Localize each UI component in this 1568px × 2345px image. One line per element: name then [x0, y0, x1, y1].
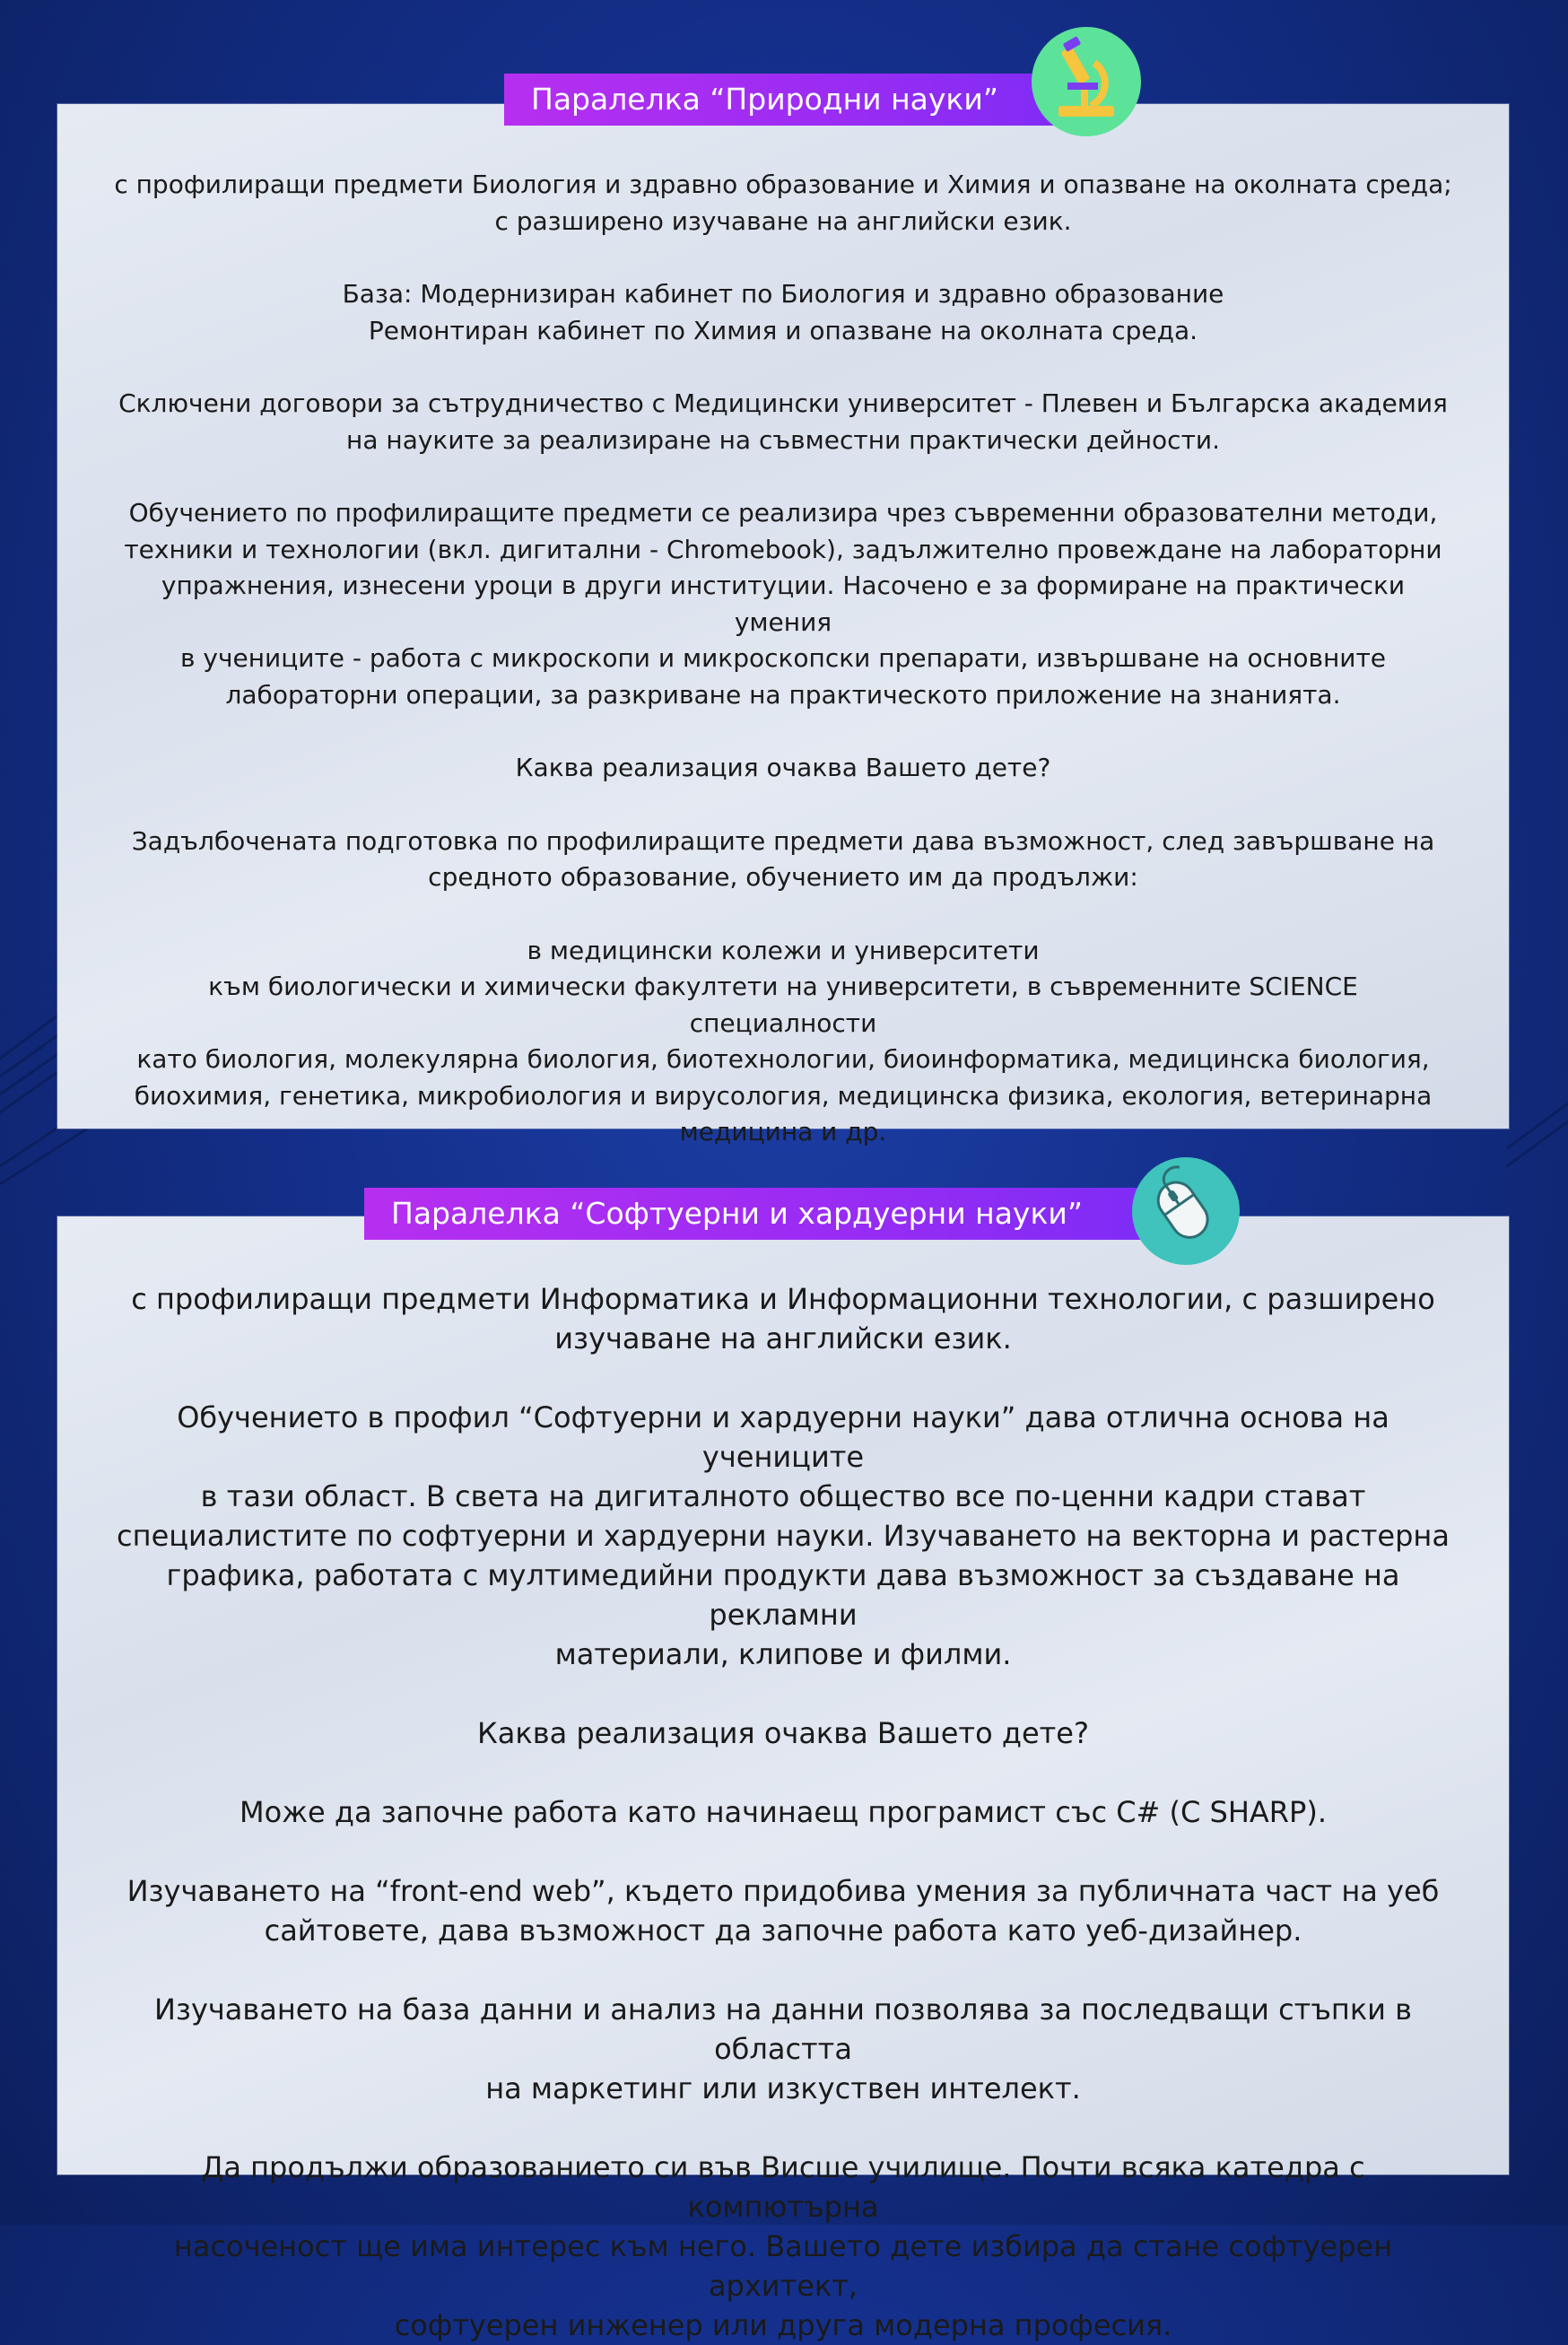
- text-line: като биология, молекулярна биология, биотехнологии, биоинформатика, медицинска биология,: [136, 1044, 1430, 1074]
- section-software-hardware-panel: [57, 1216, 1509, 2342]
- text-line: софтуерен инженер или друга модерна професия.: [394, 2308, 1172, 2342]
- section-natural-sciences-title: Паралелка “Природни науки”: [504, 74, 1116, 126]
- text-line: с профилиращи предмети Информатика и Информационни технологии, с разширено: [131, 1282, 1435, 1316]
- text-line: с разширено изучаване на английски език.: [494, 205, 1072, 236]
- section-natural-sciences-text: [111, 167, 1455, 1151]
- text-line: упражнения, изнесени уроци в други институции. Насочено е за формиране на практически умения: [161, 571, 1406, 637]
- paragraph-gap: [111, 240, 1455, 276]
- text-line: Да продължи образованието си във Висше училище. Почти всяка катедра с компютърна: [201, 2150, 1365, 2224]
- text-line: Изучаването на база данни и анализ на данни позволява за последващи стъпки в областта: [153, 1992, 1412, 2066]
- text-line: материали, клипове и филми.: [554, 1637, 1012, 1671]
- microscope-icon: [1032, 27, 1141, 136]
- text-line: в учениците - работа с микроскопи и микроскопски препарати, извършване на основните: [179, 643, 1387, 673]
- section-software-hardware-text: [111, 1279, 1455, 2345]
- text-line: Ремонтиран кабинет по Химия и опазване на околната среда.: [368, 315, 1198, 345]
- text-line: на науките за реализиране на съвместни практически дейности.: [346, 424, 1220, 455]
- text-line: насоченост ще има интерес към него. Вашето дете избира да стане софтуерен архитект,: [173, 2229, 1393, 2303]
- text-line: средното образование, обучението им да продължи:: [428, 862, 1138, 892]
- text-line: лабораторни операции, за разкриване на практическото приложение на знанията.: [225, 679, 1341, 710]
- paragraph-gap: [111, 713, 1455, 750]
- text-line: биохимия, генетика, микробиология и вирусология, медицинска физика, екология, ветеринарна: [134, 1080, 1433, 1111]
- text-line: База: Модернизиран кабинет по Биология и здравно образование: [342, 279, 1224, 309]
- paragraph-gap: [111, 349, 1455, 386]
- text-line: на маркетинг или изкуствен интелект.: [485, 2071, 1081, 2105]
- paragraph-gap: [111, 1358, 1455, 1398]
- text-line: техники и технологии (вкл. дигитални - Chromebook), задължително провеждане на лабораторни: [124, 534, 1442, 564]
- text-line: в медицински колежи и университети: [527, 935, 1040, 965]
- paragraph-gap: [111, 1832, 1455, 1871]
- text-line: медицина и др.: [679, 1117, 887, 1146]
- text-line: специалистите по софтуерни и хардуерни науки. Изучаването на векторна и растерна: [117, 1519, 1450, 1553]
- text-line: Сключени договори за сътрудничество с Медицински университет - Плевен и Българска академия: [118, 388, 1448, 418]
- section-natural-sciences-panel: [57, 104, 1509, 1146]
- paragraph-gap: [111, 787, 1455, 824]
- text-line: Изучаването на “front-end web”, където придобива умения за публичната част на уеб: [126, 1874, 1440, 1908]
- text-line: към биологически и химически факултети на университети, в съвременните SCIENCE специалности: [208, 972, 1358, 1038]
- text-line: изучаване на английски език.: [554, 1321, 1012, 1356]
- text-line: с профилиращи предмети Биология и здравно образование и Химия и опазване на околната среда;: [114, 170, 1452, 199]
- paragraph-gap: [111, 1950, 1455, 1990]
- text-line: Задълбочената подготовка по профилиращите предмети дава възможност, след завършване на: [131, 825, 1435, 856]
- computer-mouse-icon: [1132, 1157, 1240, 1265]
- paragraph-gap: [111, 896, 1455, 933]
- text-line: в тази област. В света на дигиталното общество все по-ценни кадри стават: [200, 1479, 1366, 1513]
- text-line: Каква реализация очаква Вашето дете?: [515, 753, 1051, 782]
- text-line: Може да започне работа като начинаещ програмист със C# (C SHARP).: [240, 1795, 1327, 1829]
- paragraph-gap: [111, 458, 1455, 495]
- text-line: Обучението в профил “Софтуерни и хардуерни науки” дава отлична основа на учениците: [177, 1400, 1389, 1474]
- paragraph-gap: [111, 1753, 1455, 1792]
- text-line: Каква реализация очаква Вашето дете?: [477, 1716, 1089, 1750]
- paragraph-gap: [111, 2108, 1455, 2148]
- text-line: графика, работата с мултимедийни продукти дава възможност за създаване на рекламни: [166, 1558, 1400, 1632]
- paragraph-gap: [111, 1674, 1455, 1713]
- text-line: Обучението по профилиращите предмети се реализира чрез съвременни образователни методи,: [128, 498, 1438, 527]
- text-line: сайтовете, дава възможност да започне работа като уеб-дизайнер.: [264, 1913, 1302, 1948]
- section-software-hardware-title: Паралелка “Софтуерни и хардуерни науки”: [364, 1188, 1198, 1240]
